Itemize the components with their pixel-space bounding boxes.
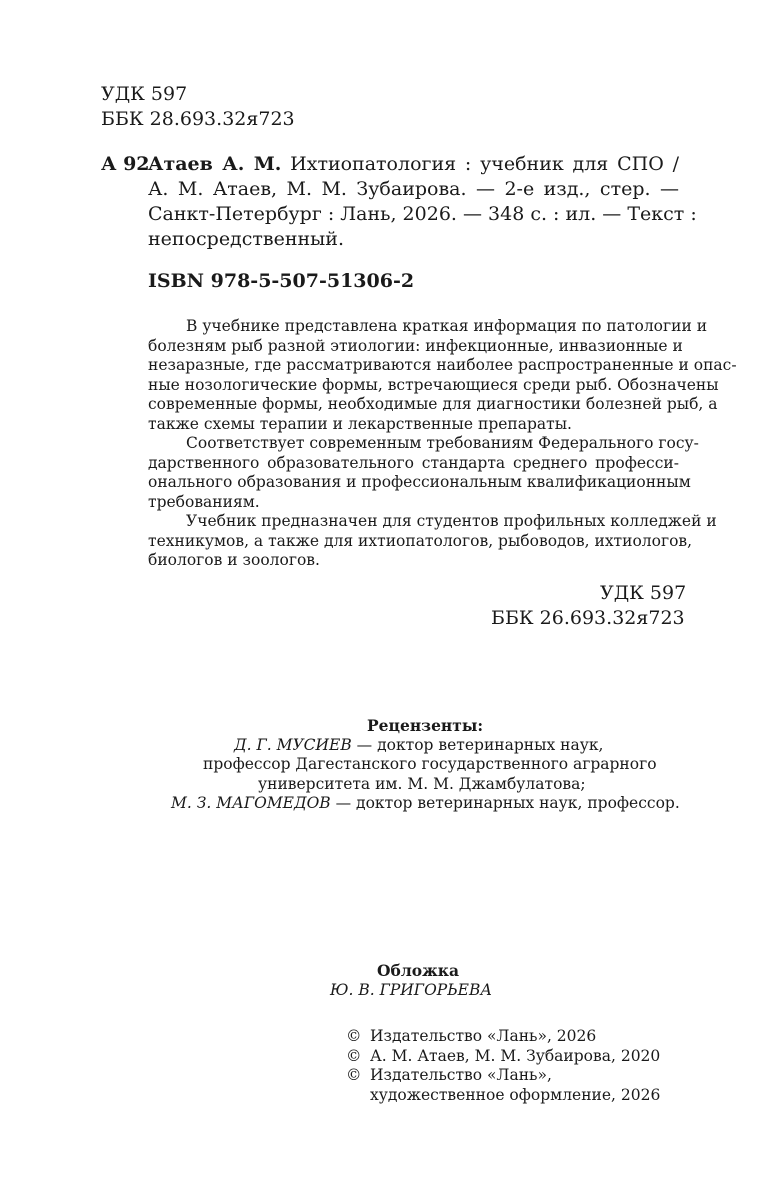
bib-line-3: Санкт-Петербург : Лань, 2026. — 348 с. : ил. — Текст : — [148, 203, 697, 225]
bib-code: А 92 — [101, 153, 150, 175]
copyright-line-1: Издательство «Лань», 2026 — [370, 1027, 597, 1045]
reviewer-1-line-3: университета им. М. М. Джамбулатова; — [258, 774, 586, 793]
bib-title: Ихтиопатология : учебник для СПО / — [290, 153, 679, 175]
isbn: ISBN 978-5-507-51306-2 — [148, 270, 415, 292]
annotation-line: требованиям. — [148, 492, 260, 511]
bib-line-1 — [148, 152, 679, 177]
annotation-line: незаразные, где рассматриваются наиболее распространенные и опас- — [148, 356, 737, 374]
copyright-symbol: © — [346, 1066, 362, 1084]
annotation-line: онального образования и профессиональным квалификационным — [148, 473, 691, 491]
copyright-line-3: Издательство «Лань», — [370, 1066, 552, 1084]
bbk-header: ББК 28.693.32я723 — [101, 108, 295, 130]
cover-designer: Ю. В. ГРИГОРЬЕВА — [330, 980, 493, 999]
annotation-line: Учебник предназначен для студентов профильных колледжей и — [186, 512, 717, 530]
reviewer-2: М. З. МАГОМЕДОВ — доктор ветеринарных наук, профессор. — [171, 794, 680, 812]
annotation-line: дарственного образовательного стандарта среднего професси- — [148, 453, 679, 472]
reviewers-heading: Рецензенты: — [367, 716, 484, 735]
annotation-line: техникумов, а также для ихтиопатологов, рыбоводов, ихтиологов, — [148, 531, 693, 550]
copyright-symbol: © — [346, 1046, 362, 1065]
bib-line-4: непосредственный. — [148, 228, 345, 250]
cover-heading: Обложка — [377, 961, 459, 980]
udk-header: УДК 597 — [101, 83, 188, 105]
copyright-line-2: А. М. Атаев, М. М. Зубаирова, 2020 — [370, 1046, 661, 1065]
annotation-line: также схемы терапии и лекарственные препараты. — [148, 414, 572, 433]
reviewer-1-line-2: профессор Дагестанского государственного аграрного — [203, 755, 657, 773]
annotation-line: ные нозологические формы, встречающиеся среди рыб. Обозначены — [148, 375, 719, 394]
copyright-symbol: © — [346, 1027, 362, 1045]
annotation-line: современные формы, необходимые для диагностики болезней рыб, а — [148, 395, 718, 413]
annotation-line: В учебнике представлена краткая информация по патологии и — [186, 317, 708, 335]
bbk-classification: ББК 26.693.32я723 — [491, 607, 685, 629]
bib-author: Атаев А. М. — [148, 153, 282, 175]
annotation-line: Соответствует современным требованиям Федерального госу- — [186, 434, 699, 452]
reviewer-1: Д. Г. МУСИЕВ — доктор ветеринарных наук, — [234, 735, 604, 754]
annotation-line: болезням рыб разной этиологии: инфекционные, инвазионные и — [148, 336, 683, 355]
udk-classification: УДК 597 — [600, 582, 687, 604]
bib-line-2: А. М. Атаев, М. М. Зубаирова. — 2-е изд., стер. — — [148, 178, 679, 200]
annotation-line: биологов и зоологов. — [148, 551, 320, 569]
copyright-line-3b: художественное оформление, 2026 — [370, 1085, 661, 1104]
